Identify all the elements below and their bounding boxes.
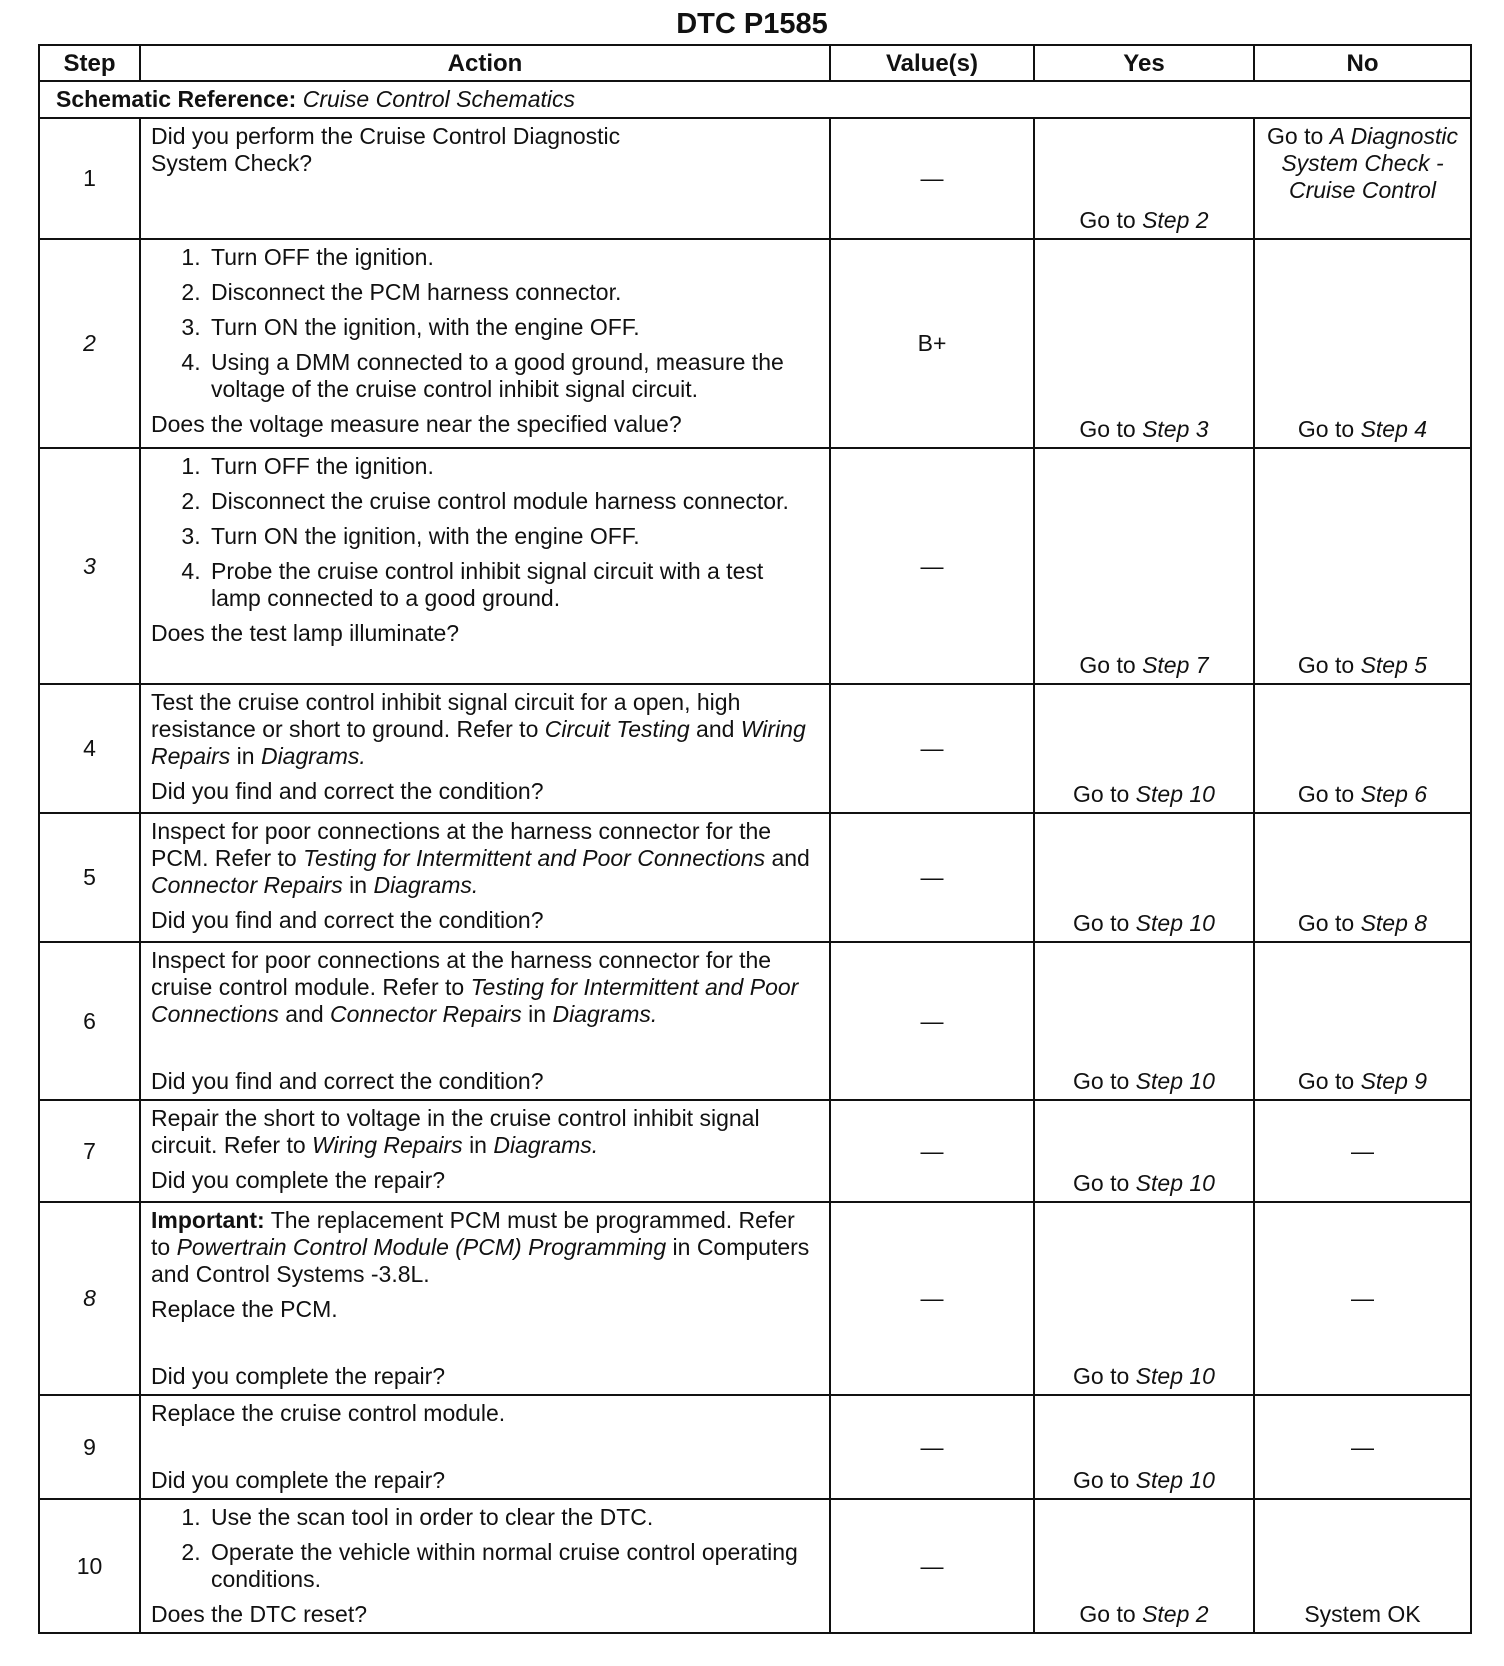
yes-cell: Go to Step 10 xyxy=(1034,1202,1254,1395)
yes-link[interactable]: Step 10 xyxy=(1135,781,1215,807)
header-action: Action xyxy=(140,45,830,81)
action-cell xyxy=(140,1499,830,1633)
list-item: 3. Turn ON the ignition, with the engine OFF. xyxy=(207,523,819,550)
yes-cell: Go to Step 7 xyxy=(1034,448,1254,684)
table-row xyxy=(39,1202,1471,1395)
value-cell: — xyxy=(830,118,1034,239)
list-item: 2. Operate the vehicle within normal cruise control operating conditions. xyxy=(207,1539,819,1593)
action-text: Replace the PCM. xyxy=(151,1296,338,1322)
action-question: Did you complete the repair? xyxy=(151,1167,446,1193)
action-question: Does the DTC reset? xyxy=(151,1601,368,1627)
action-text: Did you perform the Cruise Control Diagnostic System Check? xyxy=(151,123,621,176)
yes-cell: Go to Step 3 xyxy=(1034,239,1254,448)
action-text: Repair the short to voltage in the cruise control inhibit signal circuit. Refer to Wiring Repairs in Diagrams. xyxy=(151,1105,760,1158)
list-item: 3. Turn ON the ignition, with the engine OFF. xyxy=(207,314,819,341)
page-title: DTC P1585 xyxy=(676,8,828,40)
action-cell xyxy=(140,448,830,684)
action-cell xyxy=(140,1202,830,1395)
step-number: 4 xyxy=(39,684,140,813)
value-cell: — xyxy=(830,448,1034,684)
value-cell: — xyxy=(830,1202,1034,1395)
value-cell: — xyxy=(830,813,1034,942)
action-question: Did you complete the repair? xyxy=(151,1467,446,1493)
yes-cell: Go to Step 2 xyxy=(1034,1499,1254,1633)
important-label: Important: xyxy=(151,1207,265,1233)
no-cell: Go to Step 5 xyxy=(1254,448,1471,684)
header-values: Value(s) xyxy=(830,45,1034,81)
yes-link[interactable]: Step 10 xyxy=(1135,1467,1215,1493)
no-cell: Go to Step 6 xyxy=(1254,684,1471,813)
list-item: 1. Use the scan tool in order to clear the DTC. xyxy=(207,1504,819,1531)
no-cell: Go to Step 4 xyxy=(1254,239,1471,448)
no-link[interactable]: Step 4 xyxy=(1360,416,1428,442)
action-question: Did you find and correct the condition? xyxy=(151,778,544,804)
action-cell xyxy=(140,1395,830,1499)
table-row xyxy=(39,684,1471,813)
action-text: Inspect for poor connections at the harness connector for the cruise control module. Refer to Testing for Intermittent and Poor Connections and Connector Repairs in Diagrams. xyxy=(151,947,799,1027)
yes-cell: Go to Step 10 xyxy=(1034,1395,1254,1499)
header-yes: Yes xyxy=(1034,45,1254,81)
no-cell: — xyxy=(1254,1100,1471,1202)
table-row xyxy=(39,239,1471,448)
yes-link[interactable]: Step 10 xyxy=(1135,1170,1215,1196)
list-item: 4. Probe the cruise control inhibit signal circuit with a test lamp connected to a good ground. xyxy=(207,558,819,612)
yes-link[interactable]: Step 3 xyxy=(1142,416,1209,442)
no-cell: Go to Step 8 xyxy=(1254,813,1471,942)
value-cell: — xyxy=(830,684,1034,813)
step-number: 8 xyxy=(39,1202,140,1395)
list-item: 1. Turn OFF the ignition. xyxy=(207,244,819,271)
step-number: 10 xyxy=(39,1499,140,1633)
table-row xyxy=(39,118,1471,239)
action-cell xyxy=(140,239,830,448)
action-steps-list xyxy=(151,453,819,612)
list-item: 2. Disconnect the cruise control module harness connector. xyxy=(207,488,819,515)
step-number: 9 xyxy=(39,1395,140,1499)
action-question: Does the test lamp illuminate? xyxy=(151,620,460,646)
header-row xyxy=(39,45,1471,81)
yes-cell: Go to Step 10 xyxy=(1034,1100,1254,1202)
action-steps-list xyxy=(151,1504,819,1593)
action-cell xyxy=(140,118,830,239)
table-row xyxy=(39,1100,1471,1202)
action-question: Did you find and correct the condition? xyxy=(151,907,544,933)
step-number: 6 xyxy=(39,942,140,1100)
spacer xyxy=(151,1331,819,1357)
schematic-reference-row xyxy=(39,81,1471,118)
action-question: Did you find and correct the condition? xyxy=(151,1068,544,1094)
yes-cell: Go to Step 10 xyxy=(1034,684,1254,813)
schematic-reference xyxy=(39,81,1471,118)
step-number: 5 xyxy=(39,813,140,942)
yes-link[interactable]: Step 10 xyxy=(1135,1363,1215,1389)
list-item: 1. Turn OFF the ignition. xyxy=(207,453,819,480)
action-question: Does the voltage measure near the specified value? xyxy=(151,411,682,437)
table-row xyxy=(39,448,1471,684)
no-link[interactable]: Step 8 xyxy=(1360,910,1428,936)
action-text: Important: The replacement PCM must be programmed. Refer to Powertrain Control Module (PCM) Programming in Computers and Control Systems -3.8L. xyxy=(151,1207,810,1287)
yes-link[interactable]: Step 10 xyxy=(1135,1068,1215,1094)
value-cell: — xyxy=(830,1395,1034,1499)
value-cell: — xyxy=(830,1100,1034,1202)
yes-cell: Go to Step 10 xyxy=(1034,813,1254,942)
list-item: 2. Disconnect the PCM harness connector. xyxy=(207,279,819,306)
yes-cell: Go to Step 10 xyxy=(1034,942,1254,1100)
action-text: Inspect for poor connections at the harness connector for the PCM. Refer to Testing for Intermittent and Poor Connections and Connector Repairs in Diagrams. xyxy=(151,818,810,898)
action-cell xyxy=(140,942,830,1100)
step-number: 2 xyxy=(39,239,140,448)
spacer xyxy=(151,1036,819,1062)
header-no: No xyxy=(1254,45,1471,81)
spacer xyxy=(151,1435,819,1461)
yes-link[interactable]: Step 2 xyxy=(1142,1601,1209,1627)
no-cell: Go to Step 9 xyxy=(1254,942,1471,1100)
action-text: Test the cruise control inhibit signal circuit for a open, high resistance or short to ground. Refer to Circuit Testing and Wiring Repairs in Diagrams. xyxy=(151,689,806,769)
schematic-link[interactable]: Cruise Control Schematics xyxy=(302,86,575,112)
no-link[interactable]: Step 5 xyxy=(1360,652,1428,678)
action-text: Replace the cruise control module. xyxy=(151,1400,506,1426)
action-steps-list xyxy=(151,244,819,403)
yes-link[interactable]: Step 10 xyxy=(1135,910,1215,936)
table-row xyxy=(39,942,1471,1100)
value-cell: — xyxy=(830,1499,1034,1633)
no-cell: System OK xyxy=(1254,1499,1471,1633)
table-row xyxy=(39,1395,1471,1499)
action-cell xyxy=(140,813,830,942)
step-number: 7 xyxy=(39,1100,140,1202)
no-link[interactable]: A Diagnostic System Check - Cruise Control xyxy=(1281,123,1458,203)
no-cell: Go to A Diagnostic System Check - Cruise Control xyxy=(1254,118,1471,239)
yes-link[interactable]: Step 7 xyxy=(1142,652,1209,678)
step-number: 3 xyxy=(39,448,140,684)
step-number: 1 xyxy=(39,118,140,239)
value-cell: — xyxy=(830,942,1034,1100)
value-cell: B+ xyxy=(830,239,1034,448)
action-question: Did you complete the repair? xyxy=(151,1363,446,1389)
no-cell: — xyxy=(1254,1395,1471,1499)
diagnostic-table xyxy=(38,44,1472,1634)
yes-cell: Go to Step 2 xyxy=(1034,118,1254,239)
no-cell: — xyxy=(1254,1202,1471,1395)
table-row xyxy=(39,813,1471,942)
no-link[interactable]: Step 6 xyxy=(1360,781,1428,807)
list-item: 4. Using a DMM connected to a good ground, measure the voltage of the cruise control inhibit signal circuit. xyxy=(207,349,819,403)
action-cell xyxy=(140,684,830,813)
yes-link[interactable]: Step 2 xyxy=(1142,207,1209,233)
no-link[interactable]: Step 9 xyxy=(1360,1068,1428,1094)
header-step: Step xyxy=(39,45,140,81)
action-cell xyxy=(140,1100,830,1202)
table-row xyxy=(39,1499,1471,1633)
schematic-label: Schematic Reference: xyxy=(56,86,297,112)
